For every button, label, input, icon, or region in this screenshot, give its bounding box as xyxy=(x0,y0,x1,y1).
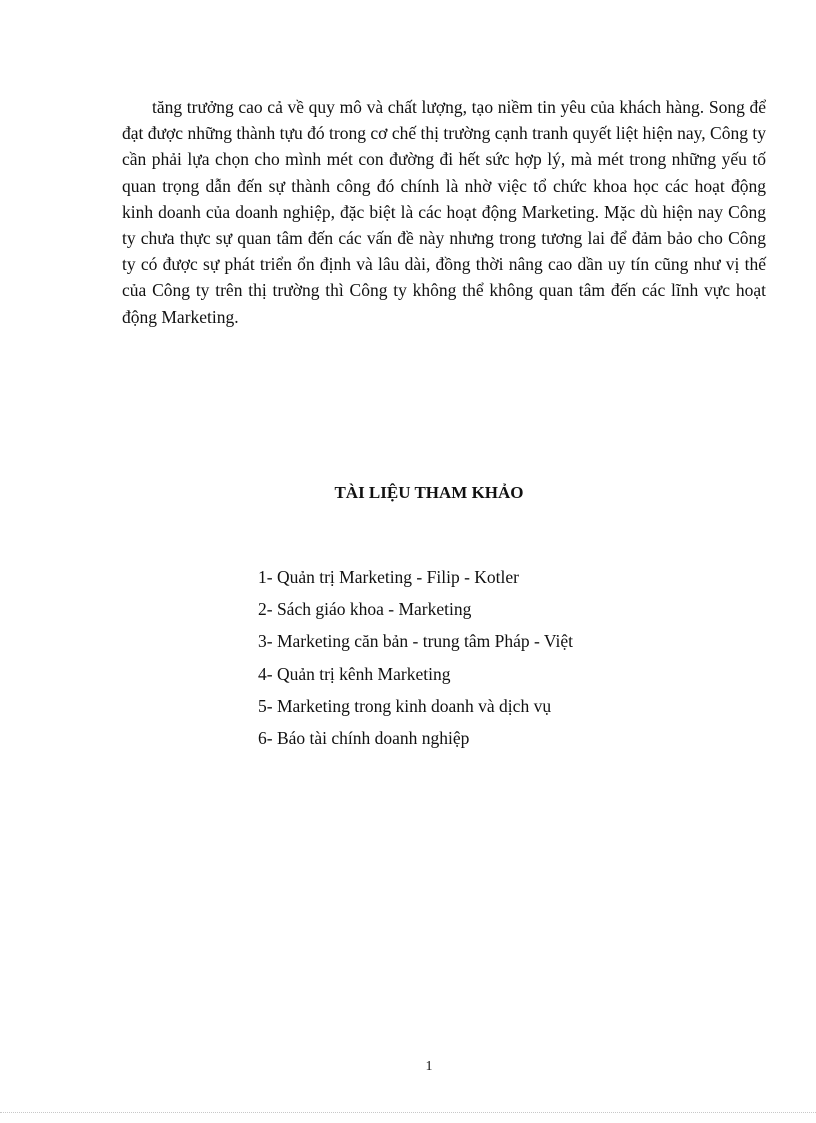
reference-item: 1- Quản trị Marketing - Filip - Kotler xyxy=(258,567,519,587)
reference-item: 6- Báo tài chính doanh nghiệp xyxy=(258,727,470,748)
references-list xyxy=(258,564,573,757)
body-paragraph: tăng trưởng cao cả về quy mô và chất lượng, tạo niềm tin yêu của khách hàng. Song để đạt được những thành tựu đó trong cơ chế thị trường cạnh tranh quyết liệt hiện nay, Công ty cần phải lựa chọn cho mình mét con đường đi hết sức hợp lý, mà mét trong những yếu tố quan trọng dẫn đến sự thành công đó chính là nhờ việc tổ chức khoa học các hoạt động kinh doanh của doanh nghiệp, đặc biệt là các hoạt động Marketing. Mặc dù hiện nay Công ty chưa thực sự quan tâm đến các vấn đề này nhưng trong tương lai để đảm bảo cho Công ty có được sự phát triển ổn định và lâu dài, đồng thời nâng cao dần uy tín cũng như vị thế của Công ty trên thị trường thì Công ty không thể không quan tâm đến các lĩnh vực hoạt động Marketing. xyxy=(122,97,766,327)
reference-item: 5- Marketing trong kinh doanh và dịch vụ xyxy=(258,695,552,716)
page-bottom-divider xyxy=(0,1112,816,1113)
reference-item: 4- Quản trị kênh Marketing xyxy=(258,663,451,684)
reference-item: 3- Marketing căn bản - trung tâm Pháp - Việt xyxy=(258,631,573,652)
page-number: 1 xyxy=(425,1059,433,1074)
references-title: TÀI LIỆU THAM KHẢO xyxy=(334,483,524,502)
reference-item: 2- Sách giáo khoa - Marketing xyxy=(258,599,472,620)
